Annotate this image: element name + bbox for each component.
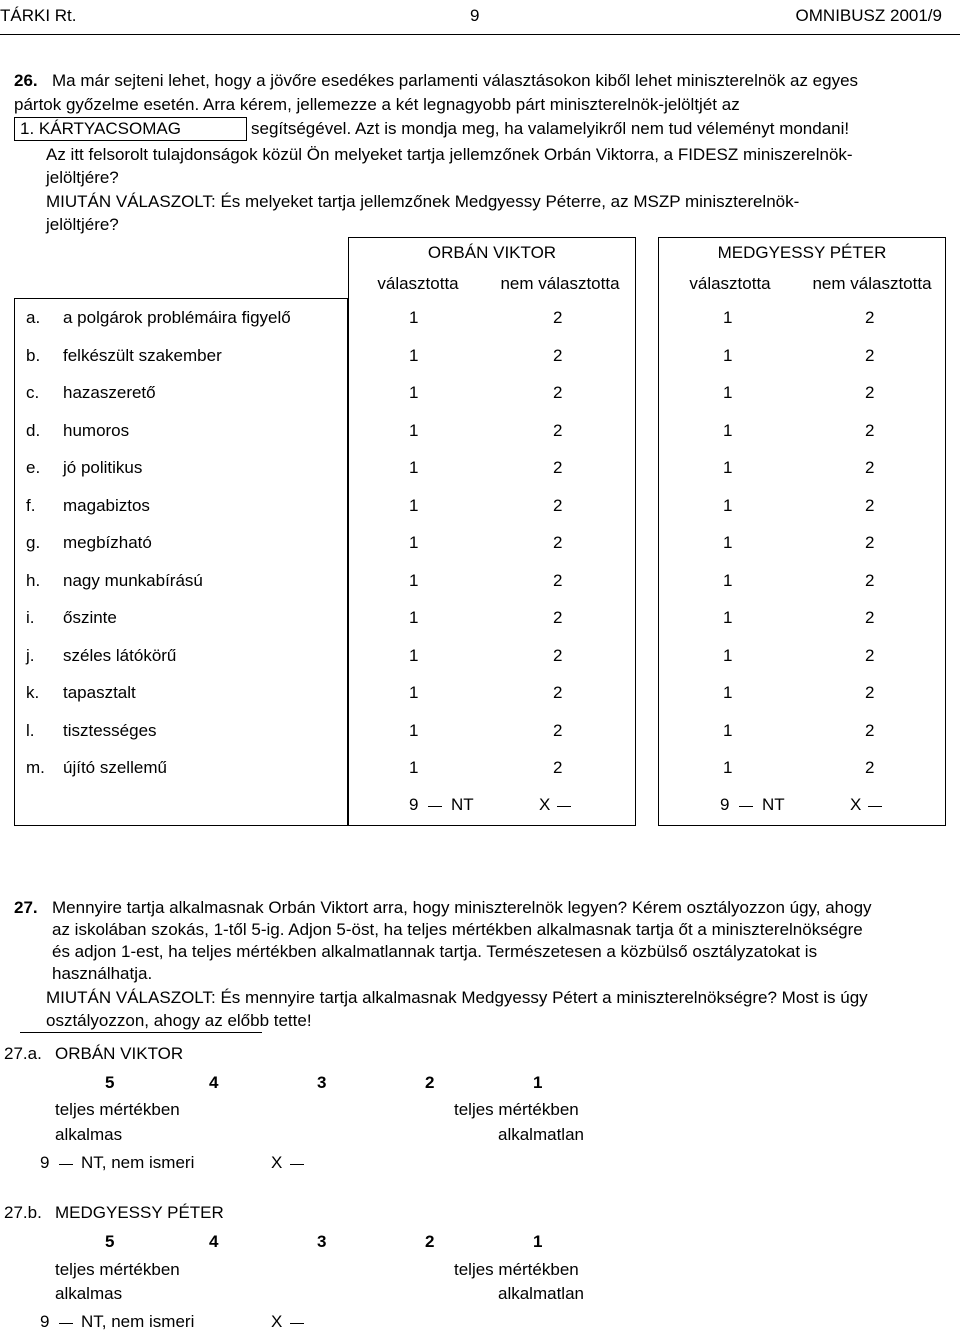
card-label-box: 1. KÁRTYACSOMAG — [14, 117, 247, 141]
q27a-scale-value[interactable]: 2 — [425, 1073, 435, 1092]
subheader-orban-selected: választotta — [377, 274, 459, 293]
code-medgyessy-selected[interactable]: 1 — [723, 308, 733, 327]
code-medgyessy-not-selected[interactable]: 2 — [865, 571, 875, 590]
q27-underline — [20, 1032, 262, 1033]
code-orban-selected[interactable]: 1 — [409, 683, 419, 702]
row-label: humoros — [63, 421, 130, 440]
q27a-name: ORBÁN VIKTOR — [55, 1044, 184, 1063]
footer-orban-nt: NT — [451, 795, 474, 814]
q27a-x-dash — [290, 1164, 304, 1165]
q26-line2: pártok győzelme esetén. Arra kérem, jellemezze a két legnagyobb párt miniszterelnök-jelöltjét az — [14, 95, 740, 114]
code-medgyessy-not-selected[interactable]: 2 — [865, 721, 875, 740]
q27b-label: 27.b. — [4, 1203, 42, 1222]
q27a-right-anchor-2: alkalmatlan — [498, 1125, 584, 1144]
q27b-left-anchor-2: alkalmas — [55, 1284, 123, 1303]
row-letter: h. — [26, 571, 41, 590]
q27a-x[interactable]: X — [271, 1153, 283, 1172]
q27a-right-anchor-1: teljes mértékben — [454, 1100, 579, 1119]
code-orban-not-selected[interactable]: 2 — [553, 458, 563, 477]
code-medgyessy-not-selected[interactable]: 2 — [865, 646, 875, 665]
footer-medgyessy-nt-code[interactable]: 9 — [720, 795, 730, 814]
footer-orban-nt-code[interactable]: 9 — [409, 795, 419, 814]
q27b-x[interactable]: X — [271, 1312, 283, 1331]
code-orban-selected[interactable]: 1 — [409, 383, 419, 402]
footer-orban-x-dash — [557, 806, 571, 807]
row-letter: l. — [26, 721, 35, 740]
q27a-scale-value[interactable]: 5 — [105, 1073, 115, 1092]
q27b-scale-value[interactable]: 3 — [317, 1232, 327, 1251]
q27b-scale-value[interactable]: 1 — [533, 1232, 543, 1251]
table-orban-box — [348, 237, 636, 826]
code-orban-selected[interactable]: 1 — [409, 458, 419, 477]
code-medgyessy-selected[interactable]: 1 — [723, 533, 733, 552]
code-medgyessy-selected[interactable]: 1 — [723, 646, 733, 665]
code-medgyessy-not-selected[interactable]: 2 — [865, 383, 875, 402]
code-medgyessy-selected[interactable]: 1 — [723, 571, 733, 590]
q27b-x-dash — [290, 1323, 304, 1324]
code-medgyessy-not-selected[interactable]: 2 — [865, 346, 875, 365]
footer-medgyessy-x-dash — [868, 806, 882, 807]
code-medgyessy-not-selected[interactable]: 2 — [865, 421, 875, 440]
q27a-left-anchor-2: alkalmas — [55, 1125, 123, 1144]
q26-line5: jelöltjére? — [46, 168, 119, 187]
footer-orban-nt-dash — [428, 806, 442, 807]
q26-line6: MIUTÁN VÁLASZOLT: És melyeket tartja jellemzőnek Medgyessy Péterre, az MSZP miniszterelnök- — [46, 192, 800, 211]
code-orban-selected[interactable]: 1 — [409, 608, 419, 627]
footer-medgyessy-nt-dash — [739, 806, 753, 807]
code-orban-selected[interactable]: 1 — [409, 758, 419, 777]
code-medgyessy-selected[interactable]: 1 — [723, 608, 733, 627]
header-rule — [0, 34, 960, 35]
code-orban-selected[interactable]: 1 — [409, 571, 419, 590]
code-orban-selected[interactable]: 1 — [409, 346, 419, 365]
footer-orban-x[interactable]: X — [539, 795, 551, 814]
code-orban-not-selected[interactable]: 2 — [553, 308, 563, 327]
q27a-label: 27.a. — [4, 1044, 42, 1063]
code-orban-not-selected[interactable]: 2 — [553, 758, 563, 777]
row-label: széles látókörű — [63, 646, 177, 665]
row-label: felkészült szakember — [63, 346, 222, 365]
header-right: OMNIBUSZ 2001/9 — [795, 6, 942, 25]
table-label-box — [14, 298, 348, 826]
row-letter: c. — [26, 383, 40, 402]
code-medgyessy-selected[interactable]: 1 — [723, 383, 733, 402]
row-letter: i. — [26, 608, 35, 627]
subheader-medgyessy-selected: választotta — [689, 274, 771, 293]
row-letter: j. — [26, 646, 35, 665]
code-medgyessy-not-selected[interactable]: 2 — [865, 458, 875, 477]
q27a-scale-value[interactable]: 4 — [209, 1073, 219, 1092]
code-orban-not-selected[interactable]: 2 — [553, 496, 563, 515]
q27b-nt-dash — [59, 1323, 73, 1324]
q27b-nt-label: NT, nem ismeri — [81, 1312, 195, 1331]
code-medgyessy-selected[interactable]: 1 — [723, 496, 733, 515]
footer-medgyessy-nt: NT — [762, 795, 785, 814]
footer-medgyessy-x[interactable]: X — [850, 795, 862, 814]
code-orban-selected[interactable]: 1 — [409, 533, 419, 552]
code-medgyessy-selected[interactable]: 1 — [723, 758, 733, 777]
q27a-nt-label: NT, nem ismeri — [81, 1153, 195, 1172]
q27b-scale-value[interactable]: 4 — [209, 1232, 219, 1251]
subheader-orban-not-selected: nem választotta — [500, 274, 620, 293]
code-orban-selected[interactable]: 1 — [409, 721, 419, 740]
q27b-left-anchor-1: teljes mértékben — [55, 1260, 180, 1279]
q26-line7: jelöltjére? — [46, 215, 119, 234]
code-medgyessy-selected[interactable]: 1 — [723, 458, 733, 477]
code-orban-not-selected[interactable]: 2 — [553, 683, 563, 702]
q27a-scale-value[interactable]: 3 — [317, 1073, 327, 1092]
q27-line2: az iskolában szokás, 1-től 5-ig. Adjon 5-öst, ha teljes mértékben alkalmasnak tartja őt a miniszterelnökségre — [52, 920, 863, 939]
q27-line4: használhatja. — [52, 964, 153, 983]
row-label: megbízható — [63, 533, 152, 552]
code-orban-not-selected[interactable]: 2 — [553, 721, 563, 740]
code-medgyessy-not-selected[interactable]: 2 — [865, 496, 875, 515]
row-label: tisztességes — [63, 721, 157, 740]
q27b-nt-code[interactable]: 9 — [40, 1312, 50, 1331]
q27b-right-anchor-1: teljes mértékben — [454, 1260, 579, 1279]
row-letter: f. — [26, 496, 36, 515]
q27a-nt-dash — [59, 1164, 73, 1165]
row-letter: a. — [26, 308, 41, 327]
code-orban-not-selected[interactable]: 2 — [553, 533, 563, 552]
code-orban-selected[interactable]: 1 — [409, 308, 419, 327]
code-orban-selected[interactable]: 1 — [409, 646, 419, 665]
q27-line3: és adjon 1-est, ha teljes mértékben alkalmatlannak tartja. Természetesen a közbülső osztályzatokat is — [52, 942, 818, 961]
row-label: hazaszerető — [63, 383, 156, 402]
code-medgyessy-not-selected[interactable]: 2 — [865, 683, 875, 702]
row-letter: d. — [26, 421, 41, 440]
code-orban-not-selected[interactable]: 2 — [553, 571, 563, 590]
row-letter: m. — [26, 758, 45, 777]
row-label: magabiztos — [63, 496, 150, 515]
code-orban-selected[interactable]: 1 — [409, 421, 419, 440]
code-orban-not-selected[interactable]: 2 — [553, 646, 563, 665]
code-orban-not-selected[interactable]: 2 — [553, 608, 563, 627]
row-label: nagy munkabírású — [63, 571, 203, 590]
q26-number: 26. — [14, 71, 38, 90]
code-orban-selected[interactable]: 1 — [409, 496, 419, 515]
code-medgyessy-not-selected[interactable]: 2 — [865, 608, 875, 627]
page-number: 9 — [470, 6, 480, 25]
q26-line3: segítségével. Azt is mondja meg, ha valamelyikről nem tud véleményt mondani! — [251, 119, 850, 138]
q27a-left-anchor-1: teljes mértékben — [55, 1100, 180, 1119]
table-header-orban: ORBÁN VIKTOR — [427, 243, 557, 262]
table-header-medgyessy: MEDGYESSY PÉTER — [717, 243, 887, 262]
row-label: őszinte — [63, 608, 117, 627]
q26-line4: Az itt felsorolt tulajdonságok közül Ön melyeket tartja jellemzőnek Orbán Viktorra, a FIDESZ miniszerelnök- — [46, 145, 853, 164]
code-medgyessy-selected[interactable]: 1 — [723, 346, 733, 365]
row-letter: b. — [26, 346, 41, 365]
q27-line1: Mennyire tartja alkalmasnak Orbán Viktort arra, hogy miniszterelnök legyen? Kérem osztályozzon úgy, ahogy — [52, 898, 872, 917]
q26-line1: Ma már sejteni lehet, hogy a jövőre esedékes parlamenti választásokon kiből lehet miniszterelnök az egyes — [52, 71, 859, 90]
code-medgyessy-selected[interactable]: 1 — [723, 721, 733, 740]
q27-number: 27. — [14, 898, 38, 917]
row-letter: k. — [26, 683, 40, 702]
q27-line6: osztályozzon, ahogy az előbb tette! — [46, 1011, 312, 1030]
row-label: tapasztalt — [63, 683, 136, 702]
q27b-scale-value[interactable]: 5 — [105, 1232, 115, 1251]
code-medgyessy-not-selected[interactable]: 2 — [865, 533, 875, 552]
subheader-medgyessy-not-selected: nem választotta — [812, 274, 932, 293]
q27a-scale-value[interactable]: 1 — [533, 1073, 543, 1092]
q27-line5: MIUTÁN VÁLASZOLT: És mennyire tartja alkalmasnak Medgyessy Pétert a miniszterelnökségre? Most is úgy — [46, 988, 868, 1007]
row-label: a polgárok problémáira figyelő — [63, 308, 291, 327]
table-medgyessy-box — [658, 237, 946, 826]
q27b-scale-value[interactable]: 2 — [425, 1232, 435, 1251]
code-medgyessy-not-selected[interactable]: 2 — [865, 758, 875, 777]
code-medgyessy-not-selected[interactable]: 2 — [865, 308, 875, 327]
q27b-name: MEDGYESSY PÉTER — [55, 1203, 224, 1222]
code-medgyessy-selected[interactable]: 1 — [723, 421, 733, 440]
row-letter: e. — [26, 458, 41, 477]
q27a-nt-code[interactable]: 9 — [40, 1153, 50, 1172]
row-letter: g. — [26, 533, 41, 552]
code-orban-not-selected[interactable]: 2 — [553, 346, 563, 365]
code-orban-not-selected[interactable]: 2 — [553, 421, 563, 440]
row-label: újító szellemű — [63, 758, 167, 777]
header-left: TÁRKI Rt. — [0, 6, 77, 25]
q27b-right-anchor-2: alkalmatlan — [498, 1284, 584, 1303]
row-label: jó politikus — [63, 458, 143, 477]
code-medgyessy-selected[interactable]: 1 — [723, 683, 733, 702]
code-orban-not-selected[interactable]: 2 — [553, 383, 563, 402]
